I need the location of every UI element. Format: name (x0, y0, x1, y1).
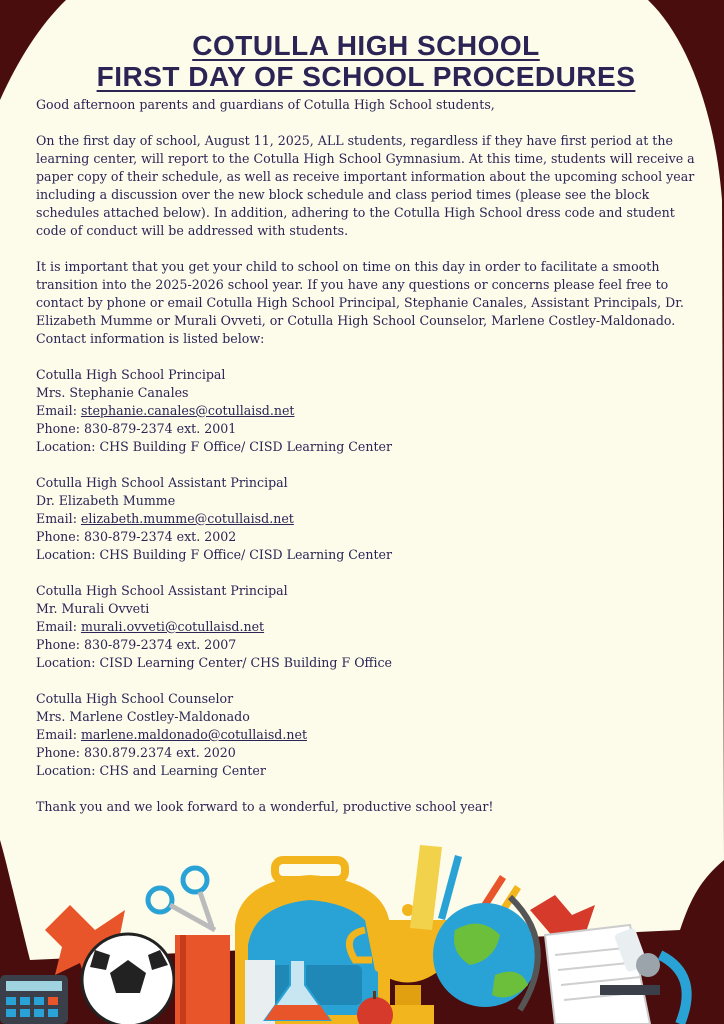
email-link[interactable]: elizabeth.mumme@cotullaisd.net (80, 510, 294, 526)
email-link[interactable]: stephanie.canales@cotullaisd.net (80, 402, 295, 418)
ruler-icon (410, 845, 442, 930)
document-body (36, 30, 696, 816)
contact-location: Location: CHS and Learning Center (36, 762, 266, 778)
globe-icon (433, 897, 538, 1010)
paragraph-arrival: It is important that you get your child to school on time on this day in order to facilitate a smooth transition into the 2025-2026 school year. If you have any questions or concerns please feel free to contact by phone or email Cotulla High School Principal, Stephanie Canales, Assistant Principals, Dr. Elizabeth Mumme or Murali Ovveti, or Cotulla High School Counselor, Marlene Costley-Maldonado. Contact information is listed below: (36, 258, 684, 346)
contact-email-row (36, 510, 696, 528)
closing-line: Thank you and we look forward to a wonderful, productive school year! (36, 798, 494, 814)
contact-block (36, 474, 696, 564)
contact-role: Cotulla High School Counselor (36, 690, 234, 706)
email-label: Email: (36, 510, 81, 526)
contact-name: Mr. Murali Ovveti (36, 600, 150, 616)
email-link[interactable]: murali.ovveti@cotullaisd.net (80, 618, 265, 634)
contact-location: Location: CHS Building F Office/ CISD Learning Center (36, 546, 392, 562)
contact-location: Location: CHS Building F Office/ CISD Learning Center (36, 438, 392, 454)
title-line-2: FIRST DAY OF SCHOOL PROCEDURES (96, 61, 636, 93)
contact-role: Cotulla High School Assistant Principal (36, 582, 288, 598)
contact-name: Dr. Elizabeth Mumme (36, 492, 176, 508)
contact-phone: Phone: 830-879-2374 ext. 2002 (36, 528, 237, 544)
contact-block (36, 690, 696, 780)
contact-email-row (36, 402, 696, 420)
contact-role: Cotulla High School Assistant Principal (36, 474, 288, 490)
contact-location: Location: CISD Learning Center/ CHS Building F Office (36, 654, 392, 670)
school-supplies-illustration (0, 835, 724, 1024)
soccer-ball-icon (82, 934, 174, 1024)
page-title (36, 30, 696, 93)
title-line-1: COTULLA HIGH SCHOOL (192, 30, 540, 61)
paragraph-first-day: On the first day of school, August 11, 2025, ALL students, regardless if they have first period at the learning center, will report to the Cotulla High School Gymnasium. At this time, students will receive a paper copy of their schedule, as well as receive important information about the upcoming school year including a discussion over the new block schedule and class period times (please see the block schedules attached below). In addition, adhering to the Cotulla High School dress code and student code of conduct will be addressed with students. (36, 132, 695, 238)
email-link[interactable]: marlene.maldonado@cotullaisd.net (80, 726, 308, 742)
email-label: Email: (36, 726, 81, 742)
contact-phone: Phone: 830-879-2374 ext. 2007 (36, 636, 237, 652)
email-label: Email: (36, 402, 81, 418)
contact-name: Mrs. Stephanie Canales (36, 384, 189, 400)
contact-role: Cotulla High School Principal (36, 366, 226, 382)
contact-block (36, 582, 696, 672)
contact-block (36, 366, 696, 456)
contact-phone: Phone: 830-879-2374 ext. 2001 (36, 420, 237, 436)
email-label: Email: (36, 618, 81, 634)
calculator-icon (0, 975, 68, 1024)
scissors-icon (148, 868, 215, 930)
contact-name: Mrs. Marlene Costley-Maldonado (36, 708, 250, 724)
books-icon (175, 935, 230, 1024)
contact-email-row (36, 618, 696, 636)
contact-phone: Phone: 830.879.2374 ext. 2020 (36, 744, 236, 760)
greeting: Good afternoon parents and guardians of Cotulla High School students, (36, 96, 495, 112)
contact-email-row (36, 726, 696, 744)
